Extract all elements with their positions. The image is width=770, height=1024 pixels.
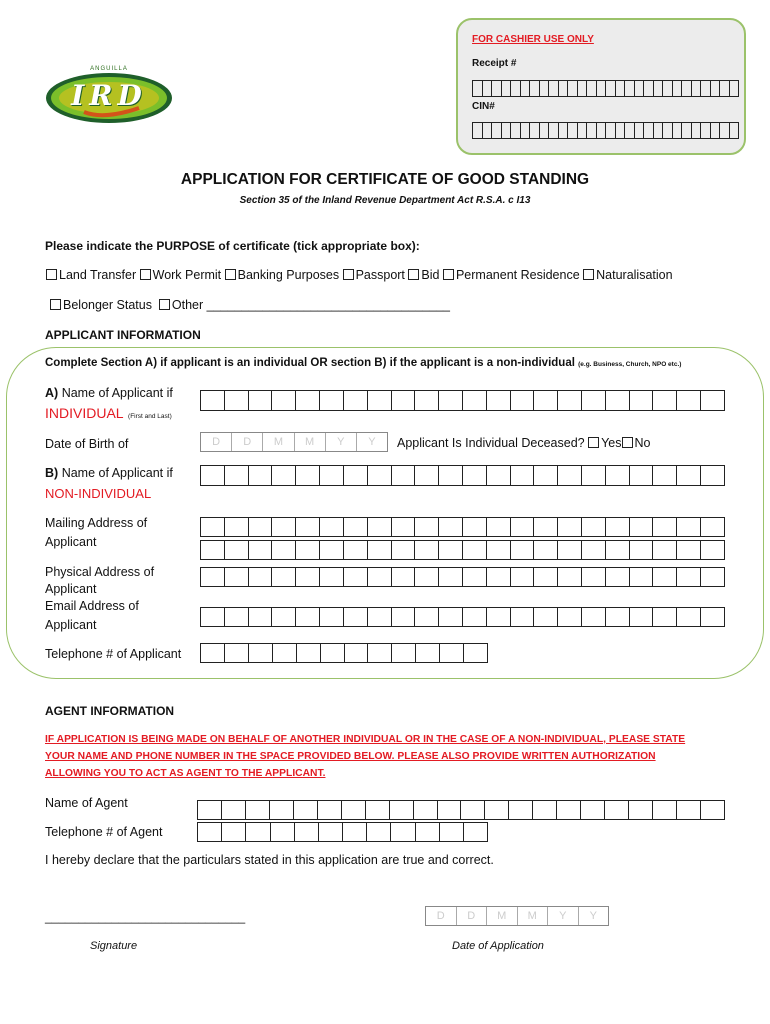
checkbox-work-permit[interactable]: Work Permit <box>140 268 222 282</box>
deceased-question: Applicant Is Individual Deceased? Yes No <box>397 436 651 450</box>
checkbox-passport[interactable]: Passport <box>343 268 405 282</box>
individual-name-field[interactable] <box>200 390 725 411</box>
page-subtitle: Section 35 of the Inland Revenue Department Act R.S.A. c I13 <box>239 195 531 206</box>
checkbox-naturalisation[interactable]: Naturalisation <box>583 268 672 282</box>
receipt-label: Receipt # <box>472 58 517 69</box>
checkbox-land-transfer[interactable]: Land Transfer <box>46 268 136 282</box>
applicant-b-label: B) Name of Applicant if <box>45 466 173 480</box>
cin-label: CIN# <box>472 101 495 112</box>
applicant-instruction: Complete Section A) if applicant is an individual OR section B) if the applicant is a non-individual (e.g. Business, Church, NPO etc.) <box>45 357 682 369</box>
cashier-title: FOR CASHIER USE ONLY <box>472 34 594 45</box>
applicant-heading: APPLICANT INFORMATION <box>45 328 201 342</box>
application-date-label: Date of Application <box>452 940 544 952</box>
declaration-text: I hereby declare that the particulars stated in this application are true and correct. <box>45 853 494 867</box>
page-title: APPLICATION FOR CERTIFICATE OF GOOD STANDING <box>180 171 590 188</box>
agent-name-field[interactable] <box>197 800 725 820</box>
purpose-options-row-1 <box>46 268 673 282</box>
physical-address-label-2: Applicant <box>45 582 97 596</box>
physical-address-field[interactable] <box>200 567 725 587</box>
mailing-address-label-1: Mailing Address of <box>45 516 148 530</box>
signature-line[interactable]: ______________________________ <box>45 910 246 924</box>
agent-warning-line-2: YOUR NAME AND PHONE NUMBER IN THE SPACE PROVIDED BELOW. PLEASE ALSO PROVIDE WRITTEN AUTHORIZATION <box>45 751 656 762</box>
checkbox-belonger-status[interactable]: Belonger Status <box>50 298 152 312</box>
application-date-field[interactable]: D D M M Y Y <box>425 906 609 926</box>
checkbox-deceased-yes[interactable]: Yes <box>588 436 621 450</box>
agent-name-label: Name of Agent <box>45 796 128 810</box>
applicant-a-label: A) Name of Applicant if <box>45 386 173 400</box>
checkbox-banking-purposes[interactable]: Banking Purposes <box>225 268 339 282</box>
non-individual-label: NON-INDIVIDUAL <box>45 486 152 501</box>
individual-label: INDIVIDUAL (First and Last) <box>45 405 172 421</box>
agent-heading: AGENT INFORMATION <box>45 704 175 718</box>
email-address-field[interactable] <box>200 607 725 627</box>
mailing-address-field-1[interactable] <box>200 517 725 537</box>
signature-label: Signature <box>90 940 138 952</box>
ird-logo <box>44 66 174 124</box>
dob-field[interactable]: D D M M Y Y <box>200 432 388 452</box>
email-address-label-1: Email Address of <box>45 599 139 613</box>
cin-field[interactable] <box>472 122 739 139</box>
purpose-options-row-2 <box>50 298 450 312</box>
checkbox-permanent-residence[interactable]: Permanent Residence <box>443 268 580 282</box>
physical-address-label-1: Physical Address of <box>45 565 155 579</box>
agent-warning-line-1: IF APPLICATION IS BEING MADE ON BEHALF OF ANOTHER INDIVIDUAL OR IN THE CASE OF A NON-INDIVIDUAL, PLEASE STATE <box>45 734 686 745</box>
applicant-telephone-label: Telephone # of Applicant <box>45 647 182 661</box>
agent-warning-line-3: ALLOWING YOU TO ACT AS AGENT TO THE APPLICANT. <box>45 768 326 779</box>
dob-label: Date of Birth of <box>45 437 129 451</box>
other-input[interactable]: ___________________________________ <box>206 298 450 312</box>
agent-telephone-field[interactable] <box>197 822 488 842</box>
checkbox-deceased-no[interactable]: No <box>622 436 651 450</box>
checkbox-other[interactable]: Other <box>159 298 203 312</box>
email-address-label-2: Applicant <box>45 618 97 632</box>
agent-telephone-label: Telephone # of Agent <box>45 825 163 839</box>
non-individual-name-field[interactable] <box>200 465 725 486</box>
receipt-field[interactable] <box>472 80 739 97</box>
applicant-telephone-field[interactable] <box>200 643 488 663</box>
checkbox-bid[interactable]: Bid <box>408 268 439 282</box>
logo-text: IRD <box>71 79 147 112</box>
logo-tagline: ANGUILLA <box>90 66 128 72</box>
mailing-address-field-2[interactable] <box>200 540 725 560</box>
mailing-address-label-2: Applicant <box>45 535 97 549</box>
purpose-prompt: Please indicate the PURPOSE of certificate (tick appropriate box): <box>45 239 420 253</box>
